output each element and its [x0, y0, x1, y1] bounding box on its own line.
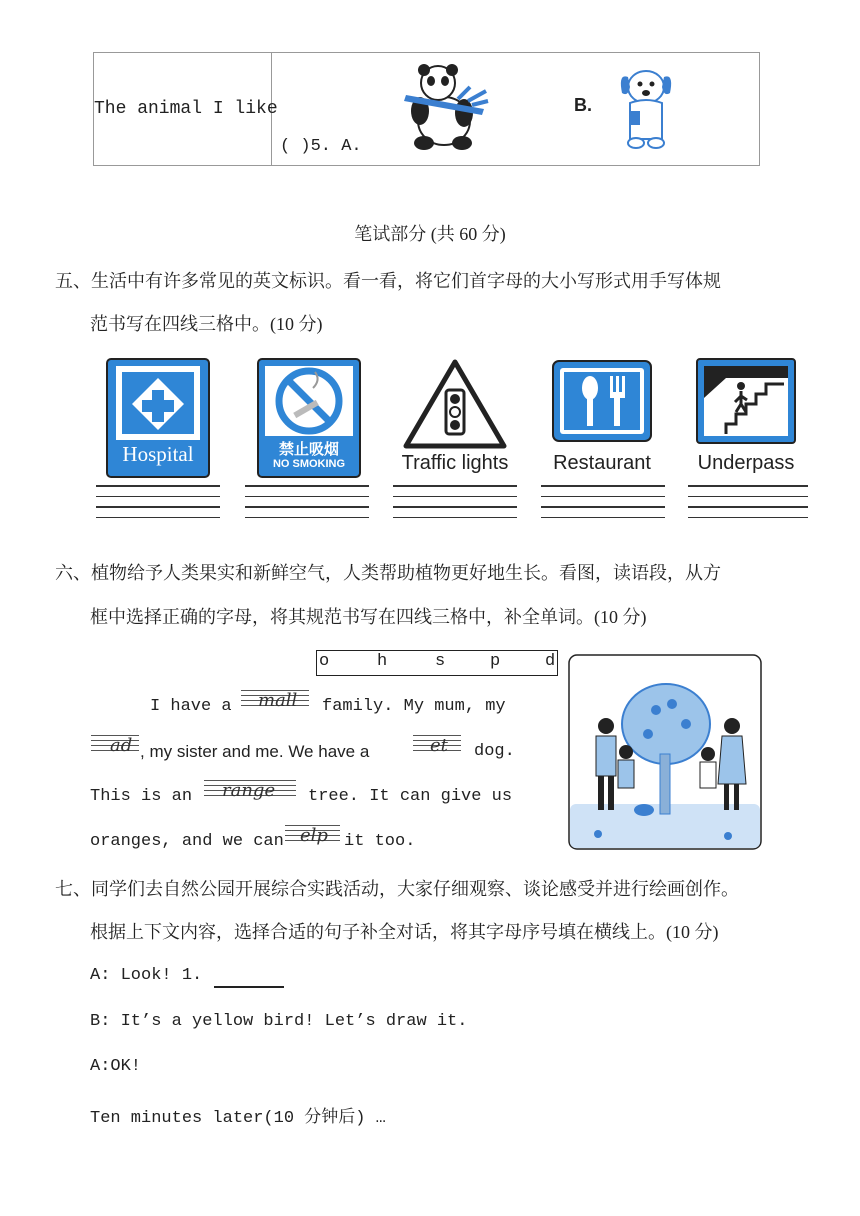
dialog-line: Ten minutes later(10 分钟后) …	[90, 1109, 386, 1128]
word-fill-3: et	[430, 735, 448, 756]
word-fill-1: mall	[258, 690, 298, 711]
stairs-person-icon	[696, 358, 796, 444]
dog-image	[616, 63, 676, 151]
hospital-sign	[106, 358, 210, 478]
no-smoking-en-label: NO SMOKING	[272, 458, 346, 470]
para-text: I have a	[150, 697, 232, 716]
word-fill-4: range	[222, 780, 276, 801]
q7-instruction-line1: 七、同学们去自然公园开展综合实践活动，大家仔细观察、谈论感受并进行绘画创作。	[55, 879, 739, 899]
letter-option: s	[435, 652, 446, 671]
letter-option: o	[319, 652, 330, 671]
para-text: oranges, and we can	[90, 832, 284, 851]
writing-lines-1[interactable]	[96, 485, 220, 527]
animal-table	[93, 52, 760, 166]
writing-lines-3[interactable]	[393, 485, 517, 527]
restaurant-sign	[552, 360, 652, 442]
para-text: it too.	[344, 832, 416, 851]
no-smoking-sign	[257, 358, 361, 478]
word-fill-2: ad	[110, 735, 133, 756]
writing-lines-2[interactable]	[245, 485, 369, 527]
table-question: ( )5. A.	[280, 137, 362, 156]
q5-instruction-line1: 五、生活中有许多常见的英文标识。看一看，将它们首字母的大小写形式用手写体规	[55, 271, 721, 291]
traffic-lights-label: Traffic lights	[401, 452, 509, 474]
para-text: dog.	[474, 742, 515, 761]
section-title: 笔试部分 (共 60 分)	[354, 224, 506, 244]
restaurant-label: Restaurant	[553, 452, 651, 474]
q6-instruction-line1: 六、植物给予人类果实和新鲜空气，人类帮助植物更好地生长。看图，读语段，从方	[55, 563, 721, 583]
fork-spoon-icon	[552, 360, 652, 442]
family-tree-illustration	[568, 654, 762, 850]
letter-box	[316, 650, 558, 676]
word-fill-5: elp	[300, 825, 328, 846]
letter-option: p	[490, 652, 501, 671]
underpass-label: Underpass	[697, 452, 795, 474]
hospital-label: Hospital	[122, 442, 194, 466]
dialog-line: A: Look! 1.	[90, 966, 203, 985]
q6-instruction-line2: 框中选择正确的字母，将其规范书写在四线三格中，补全单词。(10 分)	[90, 607, 647, 627]
panda-image	[398, 61, 490, 151]
para-text: This is an	[90, 787, 193, 806]
answer-blank-1[interactable]	[214, 986, 284, 988]
para-text: , my sister and me. We have a	[140, 742, 370, 761]
q7-instruction-line2: 根据上下文内容，选择合适的句子补全对话，将其字母序号填在横线上。(10 分)	[90, 922, 719, 942]
table-label: The animal I like	[94, 99, 278, 119]
letter-option: h	[377, 652, 388, 671]
para-text: tree. It can give us	[308, 787, 513, 806]
dialog-line: A:OK!	[90, 1057, 142, 1076]
q5-instruction-line2: 范书写在四线三格中。(10 分)	[90, 314, 323, 334]
writing-lines-5[interactable]	[688, 485, 808, 527]
writing-lines-4[interactable]	[541, 485, 665, 527]
traffic-lights-sign	[402, 358, 508, 450]
no-smoking-cn-label: 禁止吸烟	[278, 440, 339, 458]
underpass-sign	[696, 358, 796, 444]
letter-option: d	[545, 652, 556, 671]
para-text: family. My mum, my	[322, 697, 506, 716]
traffic-light-warning-icon	[402, 358, 508, 450]
dialog-line: B: It’s a yellow bird! Let’s draw it.	[90, 1012, 468, 1031]
option-b-label: B.	[574, 95, 592, 115]
